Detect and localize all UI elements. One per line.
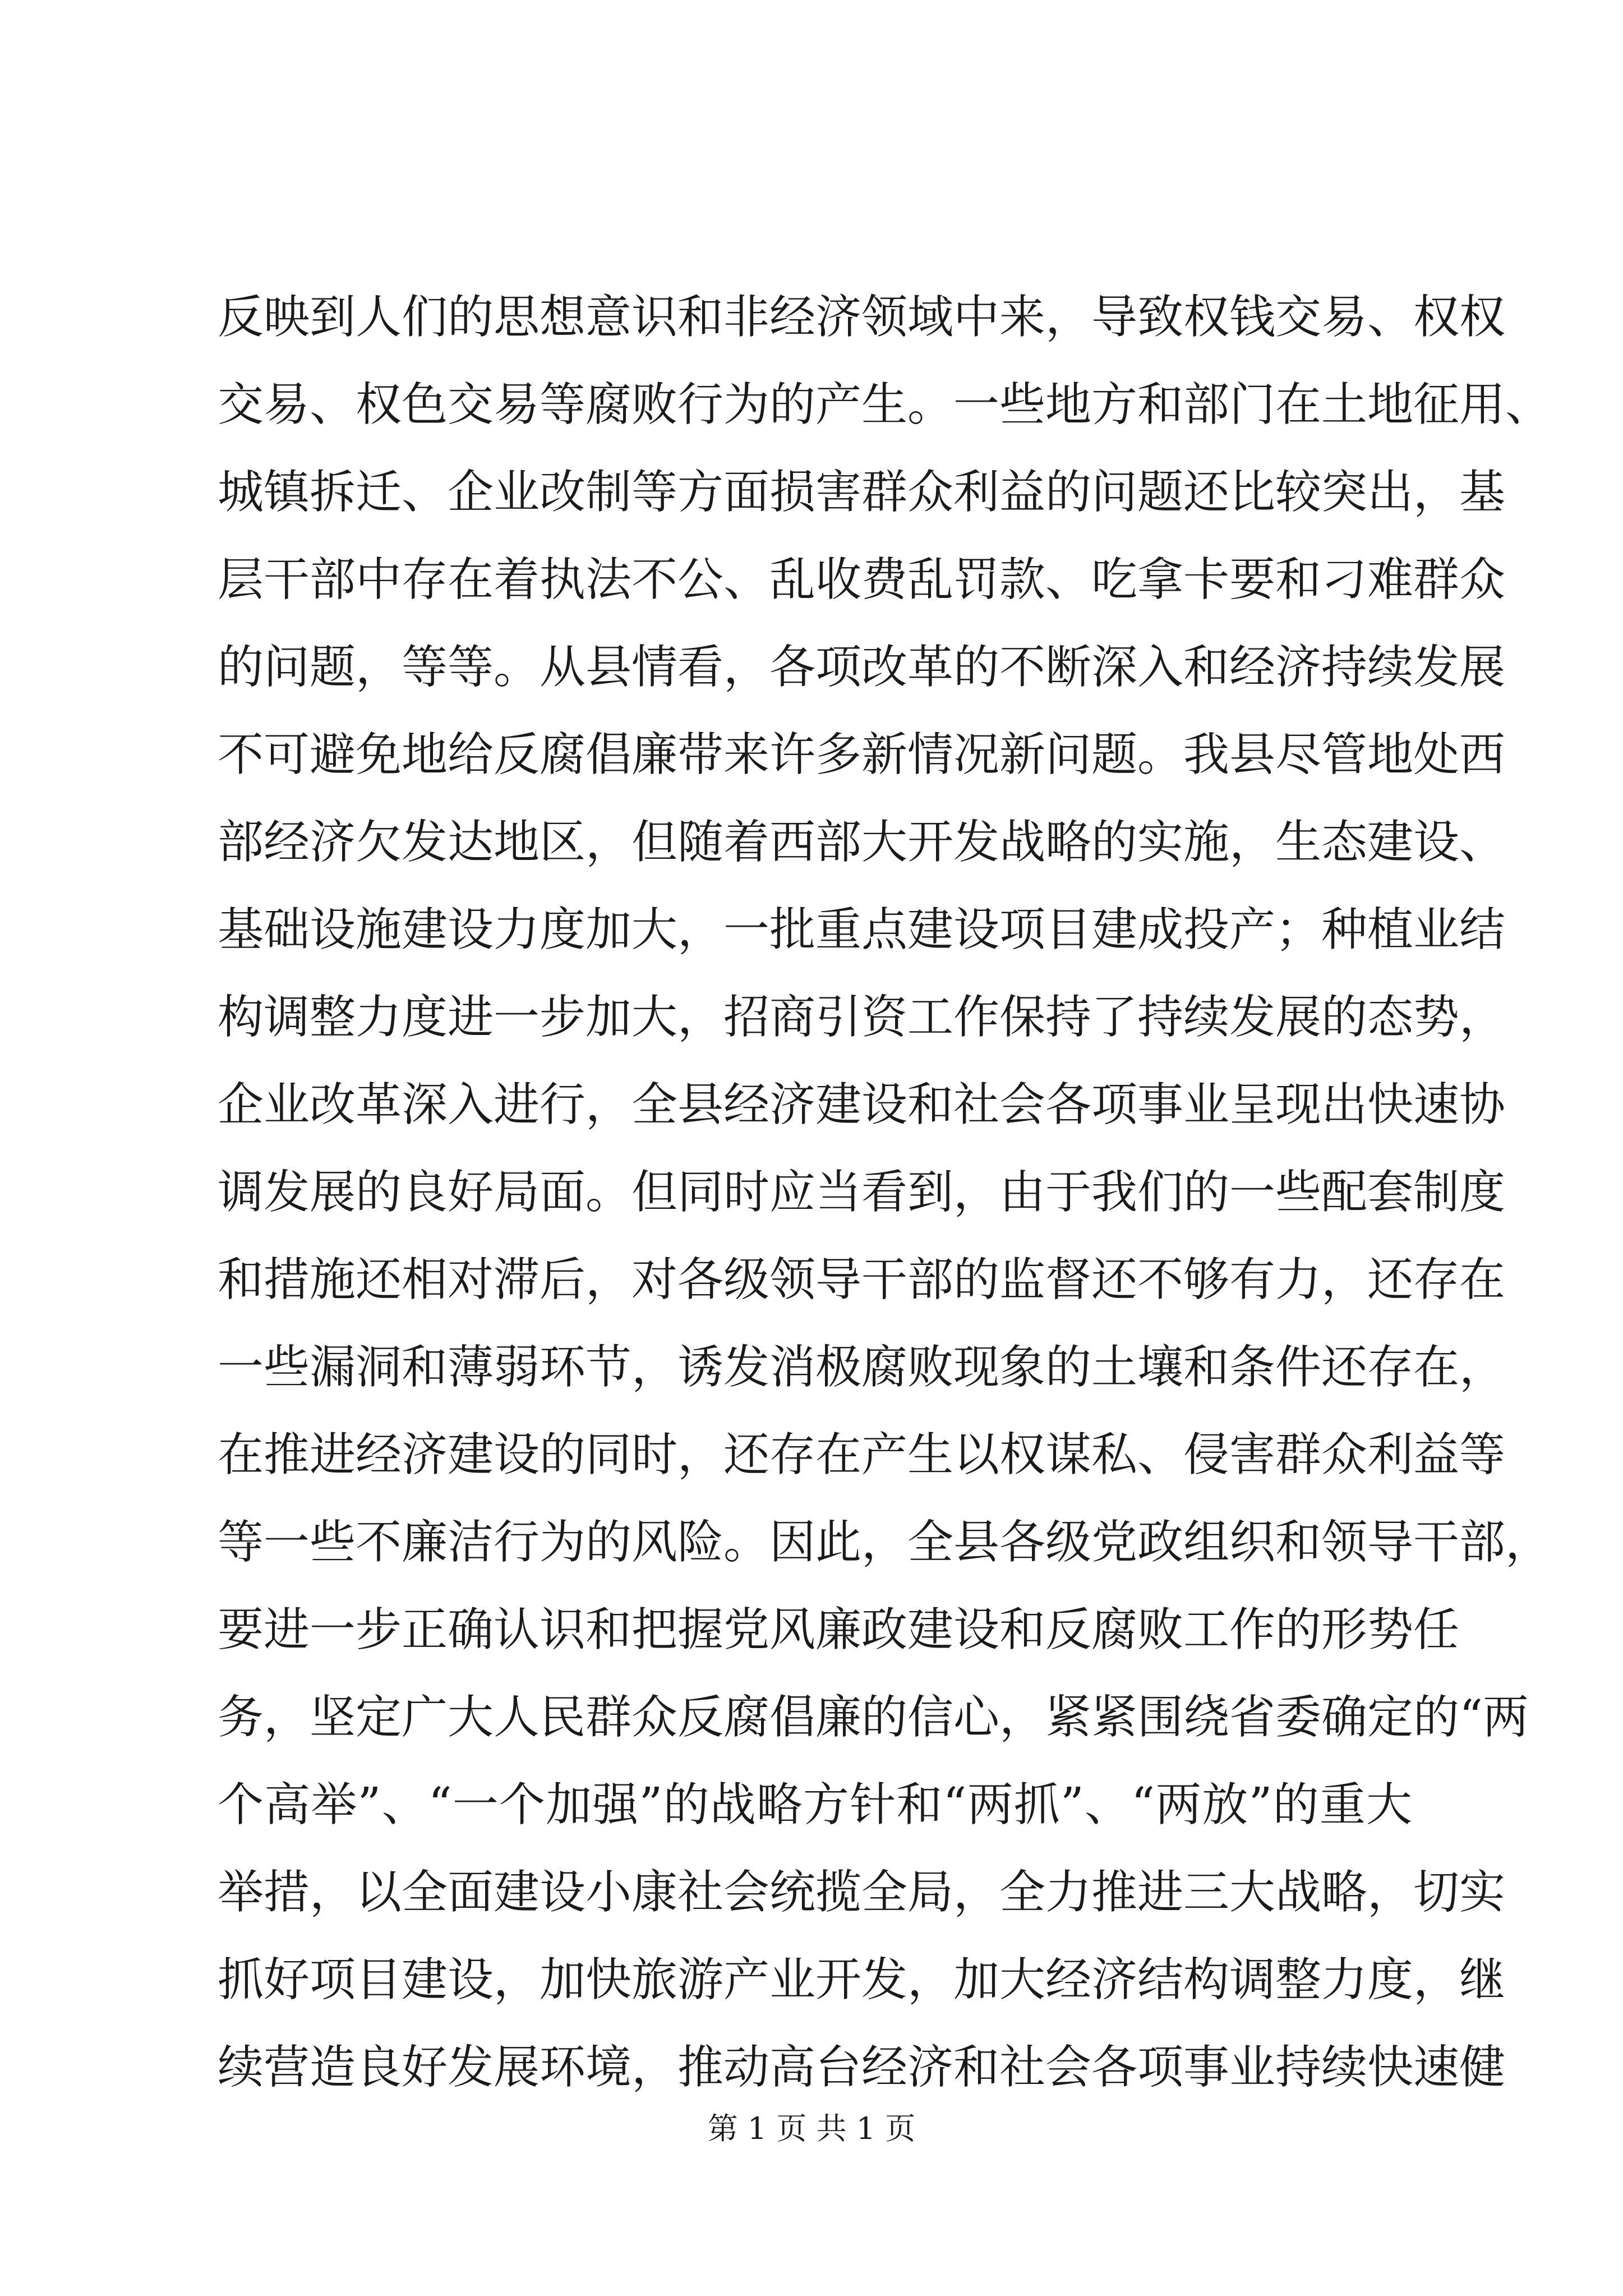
text-line: 反映到人们的思想意识和非经济领域中来，导致权钱交易、权权 — [218, 291, 1506, 344]
text-line: 城镇拆迁、企业改制等方面损害群众利益的问题还比较突出，基 — [218, 466, 1506, 519]
text-line: 务，坚定广大人民群众反腐倡廉的信心，紧紧围绕省委确定的“两 — [218, 1691, 1529, 1744]
text-line: 的问题，等等。从县情看，各项改革的不断深入和经济持续发展 — [218, 641, 1506, 694]
text-line: 不可避免地给反腐倡廉带来许多新情况新问题。我县尽管地处西 — [218, 728, 1506, 781]
text-line: 举措，以全面建设小康社会统揽全局，全力推进三大战略，切实 — [218, 1866, 1506, 1919]
body-text — [218, 274, 1552, 2111]
text-line: 构调整力度进一步加大，招商引资工作保持了持续发展的态势， — [218, 991, 1506, 1044]
text-line: 部经济欠发达地区，但随着西部大开发战略的实施，生态建设、 — [218, 816, 1506, 869]
text-line: 调发展的良好局面。但同时应当看到，由于我们的一些配套制度 — [218, 1166, 1506, 1219]
page-footer — [0, 2106, 1623, 2151]
text-line: 个高举”、“一个加强”的战略方针和“两抓”、“两放”的重大 — [218, 1778, 1412, 1832]
text-line: 等一些不廉洁行为的风险。因此，全县各级党政组织和领导干部， — [218, 1516, 1552, 1569]
text-line: 交易、权色交易等腐败行为的产生。一些地方和部门在土地征用、 — [218, 378, 1552, 431]
text-line: 企业改革深入进行，全县经济建设和社会各项事业呈现出快速协 — [218, 1078, 1506, 1131]
page-number-label: 第 1 页 共 1 页 — [707, 2111, 916, 2146]
text-line: 在推进经济建设的同时，还存在产生以权谋私、侵害群众利益等 — [218, 1428, 1506, 1481]
text-line: 基础设施建设力度加大，一批重点建设项目建成投产；种植业结 — [218, 903, 1506, 956]
text-line: 抓好项目建设，加快旅游产业开发，加大经济结构调整力度，继 — [218, 1953, 1506, 2007]
text-line: 和措施还相对滞后，对各级领导干部的监督还不够有力，还存在 — [218, 1253, 1506, 1306]
text-line: 一些漏洞和薄弱环节，诱发消极腐败现象的土壤和条件还存在， — [218, 1341, 1506, 1394]
text-line: 要进一步正确认识和把握党风廉政建设和反腐败工作的形势任 — [218, 1603, 1460, 1657]
text-line: 层干部中存在着执法不公、乱收费乱罚款、吃拿卡要和刁难群众 — [218, 553, 1506, 606]
text-line: 续营造良好发展环境，推动高台经济和社会各项事业持续快速健 — [218, 2041, 1506, 2094]
